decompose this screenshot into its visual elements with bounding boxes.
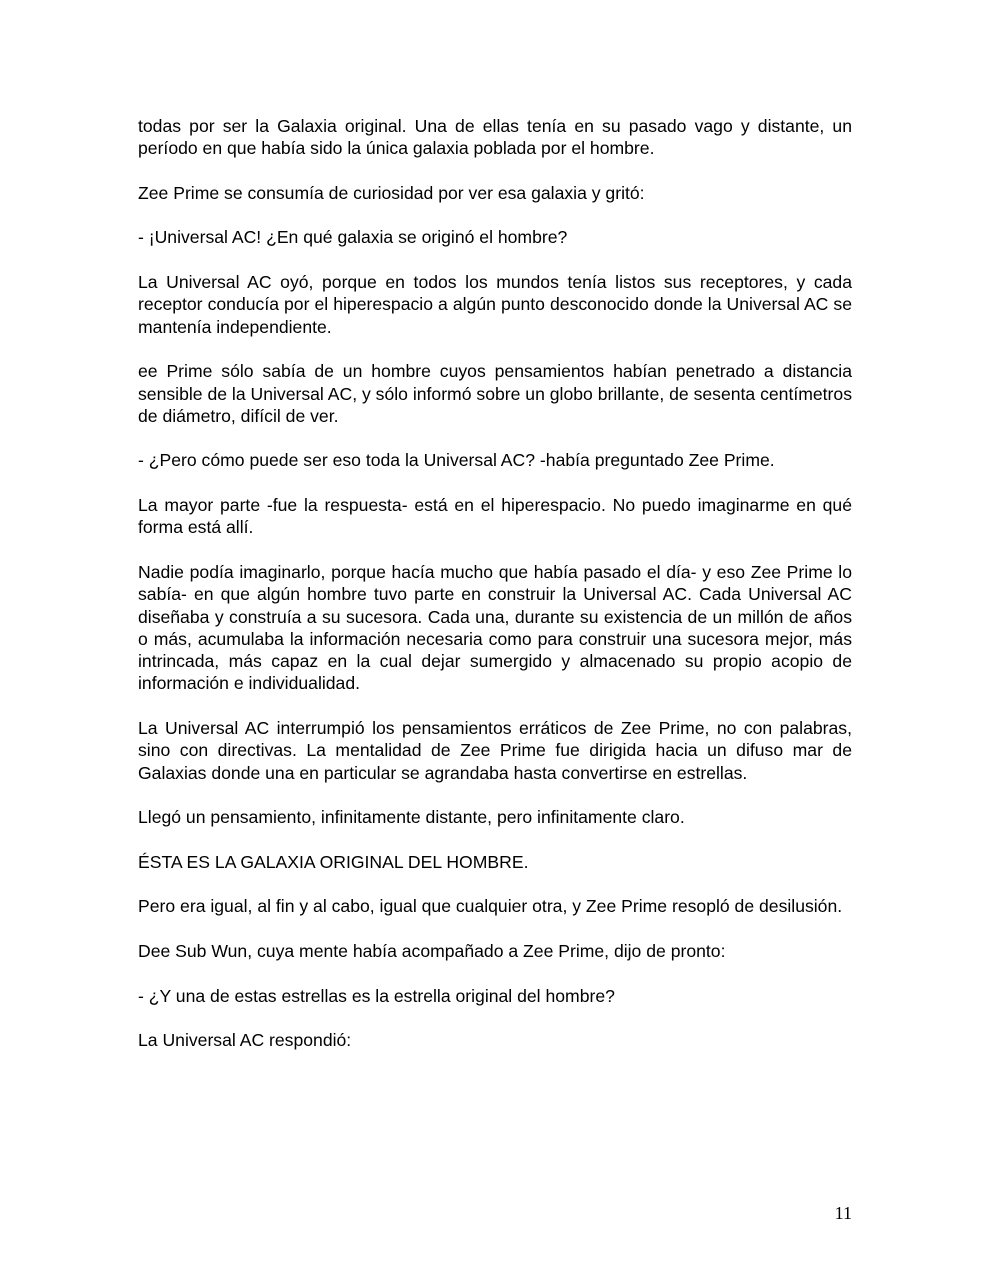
- page-number: 11: [834, 1203, 852, 1223]
- paragraph-14: - ¿Y una de estas estrellas es la estrella original del hombre?: [138, 985, 615, 1006]
- paragraph-7: La mayor parte -fue la respuesta- está en el hiperespacio. No puedo imaginarme en qué forma está allí.: [138, 495, 852, 538]
- paragraph-6: - ¿Pero cómo puede ser eso toda la Universal AC? -había preguntado Zee Prime.: [138, 450, 775, 471]
- paragraph-1: todas por ser la Galaxia original. Una de ellas tenía en su pasado vago y distante, un período en que había sido la única galaxia poblada por el hombre.: [138, 116, 852, 159]
- paragraph-13: Dee Sub Wun, cuya mente había acompañado a Zee Prime, dijo de pronto:: [138, 940, 726, 961]
- paragraph-12: Pero era igual, al fin y al cabo, igual que cualquier otra, y Zee Prime resopló de desilusión.: [138, 896, 843, 917]
- paragraph-10: Llegó un pensamiento, infinitamente distante, pero infinitamente claro.: [138, 807, 685, 828]
- paragraph-4: La Universal AC oyó, porque en todos los mundos tenía listos sus receptores, y cada receptor conducía por el hiperespacio a algún punto desconocido donde la Universal AC se mantenía independiente.: [138, 272, 852, 337]
- paragraph-2: Zee Prime se consumía de curiosidad por ver esa galaxia y gritó:: [138, 182, 645, 203]
- paragraph-5: ee Prime sólo sabía de un hombre cuyos pensamientos habían penetrado a distancia sensible de la Universal AC, y sólo informó sobre un globo brillante, de sesenta centímetros de diámetro, difícil de ver.: [138, 361, 852, 426]
- paragraph-11: ÉSTA ES LA GALAXIA ORIGINAL DEL HOMBRE.: [138, 851, 529, 872]
- body-text: [138, 115, 852, 1074]
- paragraph-3: - ¡Universal AC! ¿En qué galaxia se originó el hombre?: [138, 227, 568, 248]
- paragraph-8: Nadie podía imaginarlo, porque hacía mucho que había pasado el día- y eso Zee Prime lo sabía- en que algún hombre tuvo parte en construir la Universal AC. Cada Universal AC diseñaba y construía a su sucesora. Cada una, durante su existencia de un millón de años o más, acumulaba la información necesaria como para construir una sucesora mejor, más intrincada, más capaz en la cual dejar sumergido y almacenado su propio acopio de información e individualidad.: [138, 561, 852, 694]
- paragraph-9: La Universal AC interrumpió los pensamientos erráticos de Zee Prime, no con palabras, sino con directivas. La mentalidad de Zee Prime fue dirigida hacia un difuso mar de Galaxias donde una en particular se agrandaba hasta convertirse en estrellas.: [138, 718, 852, 783]
- paragraph-15: La Universal AC respondió:: [138, 1030, 352, 1051]
